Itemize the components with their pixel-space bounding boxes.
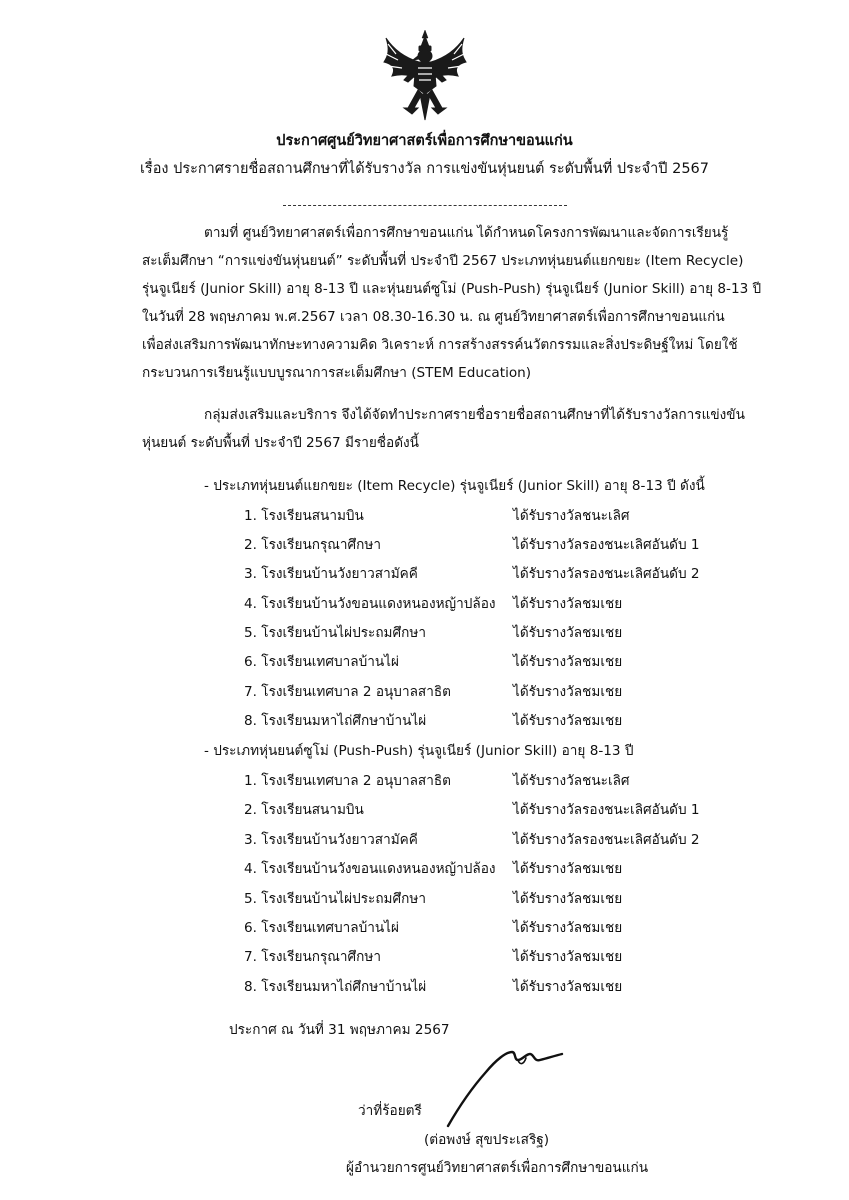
school-name: 3. โรงเรียนบ้านวังยาวสามัคคี (244, 566, 418, 582)
list-item (0, 711, 849, 733)
award-text: ได้รับรางวัลชนะเลิศ (513, 773, 630, 789)
list-item (0, 564, 849, 586)
section-heading-item-recycle: - ประเภทหุ่นยนต์แยกขยะ (Item Recycle) รุ่นจูเนียร์ (Junior Skill) อายุ 8-13 ปี ดังนี้ (204, 478, 705, 494)
school-name: 6. โรงเรียนเทศบาลบ้านไผ่ (244, 920, 399, 936)
paragraph-line: รุ่นจูเนียร์ (Junior Skill) อายุ 8-13 ปี และหุ่นยนต์ซูโม่ (Push-Push) รุ่นจูเนียร์ (Junior Skill) อายุ 8-13 ปี (142, 281, 762, 297)
school-name: 5. โรงเรียนบ้านไผ่ประถมศึกษา (244, 625, 426, 641)
list-item (0, 859, 849, 881)
paragraph-line: กลุ่มส่งเสริมและบริการ จึงได้จัดทำประกาศรายชื่อรายชื่อสถานศึกษาที่ได้รับรางวัลการแข่งขัน (204, 407, 745, 423)
school-name: 7. โรงเรียนเทศบาล 2 อนุบาลสาธิต (244, 684, 451, 700)
announcement-subject: เรื่อง ประกาศรายชื่อสถานศึกษาที่ได้รับรางวัล การแข่งขันหุ่นยนต์ ระดับพื้นที่ ประจำปี 2567 (139, 161, 710, 177)
section-heading-push-push: - ประเภทหุ่นยนต์ซูโม่ (Push-Push) รุ่นจูเนียร์ (Junior Skill) อายุ 8-13 ปี (204, 743, 634, 759)
award-text: ได้รับรางวัลชมเชย (513, 596, 623, 612)
list-item (0, 977, 849, 999)
signer-name: (ต่อพงษ์ สุขประเสริฐ) (424, 1132, 550, 1148)
list-item (0, 889, 849, 911)
list-item (0, 918, 849, 940)
divider (283, 205, 567, 206)
signer-position: ผู้อำนวยการศูนย์วิทยาศาสตร์เพื่อการศึกษาขอนแก่น (346, 1160, 649, 1176)
award-text: ได้รับรางวัลชมเชย (513, 654, 623, 670)
school-name: 1. โรงเรียนเทศบาล 2 อนุบาลสาธิต (244, 773, 451, 789)
handwritten-signature-icon (430, 1042, 580, 1130)
school-name: 8. โรงเรียนมหาไถ่ศึกษาบ้านไผ่ (244, 979, 427, 995)
list-item (0, 947, 849, 969)
school-name: 2. โรงเรียนสนามบิน (244, 802, 364, 818)
award-text: ได้รับรางวัลชมเชย (513, 949, 623, 965)
list-item (0, 771, 849, 793)
award-text: ได้รับรางวัลชมเชย (513, 625, 623, 641)
list-item (0, 800, 849, 822)
award-text: ได้รับรางวัลรองชนะเลิศอันดับ 1 (513, 537, 700, 553)
award-text: ได้รับรางวัลชนะเลิศ (513, 508, 630, 524)
award-text: ได้รับรางวัลรองชนะเลิศอันดับ 1 (513, 802, 700, 818)
list-item (0, 623, 849, 645)
garuda-emblem-icon (382, 28, 468, 124)
award-text: ได้รับรางวัลรองชนะเลิศอันดับ 2 (513, 832, 700, 848)
paragraph-line: ในวันที่ 28 พฤษภาคม พ.ศ.2567 เวลา 08.30-16.30 น. ณ ศูนย์วิทยาศาสตร์เพื่อการศึกษาขอนแก่น (142, 309, 725, 325)
list-item (0, 830, 849, 852)
signer-rank: ว่าที่ร้อยตรี (358, 1103, 422, 1119)
paragraph-line: กระบวนการเรียนรู้แบบบูรณาการสะเต็มศึกษา (STEM Education) (142, 365, 532, 381)
school-name: 4. โรงเรียนบ้านวังขอนแดงหนองหญ้าปล้อง (244, 861, 496, 877)
award-text: ได้รับรางวัลชมเชย (513, 861, 623, 877)
announcement-title: ประกาศศูนย์วิทยาศาสตร์เพื่อการศึกษาขอนแก่น (276, 133, 573, 149)
school-name: 6. โรงเรียนเทศบาลบ้านไผ่ (244, 654, 399, 670)
paragraph-line: สะเต็มศึกษา “การแข่งขันหุ่นยนต์” ระดับพื้นที่ ประจำปี 2567 ประเภทหุ่นยนต์แยกขยะ (Item Recycle) (142, 253, 744, 269)
school-name: 5. โรงเรียนบ้านไผ่ประถมศึกษา (244, 891, 426, 907)
school-name: 1. โรงเรียนสนามบิน (244, 508, 364, 524)
school-name: 3. โรงเรียนบ้านวังยาวสามัคคี (244, 832, 418, 848)
school-name: 8. โรงเรียนมหาไถ่ศึกษาบ้านไผ่ (244, 713, 427, 729)
list-item (0, 535, 849, 557)
award-text: ได้รับรางวัลชมเชย (513, 920, 623, 936)
list-item (0, 682, 849, 704)
award-text: ได้รับรางวัลรองชนะเลิศอันดับ 2 (513, 566, 700, 582)
award-text: ได้รับรางวัลชมเชย (513, 979, 623, 995)
paragraph-line: หุ่นยนต์ ระดับพื้นที่ ประจำปี 2567 มีรายชื่อดังนี้ (142, 435, 419, 451)
list-item (0, 506, 849, 528)
announce-date: ประกาศ ณ วันที่ 31 พฤษภาคม 2567 (229, 1022, 450, 1038)
list-item (0, 594, 849, 616)
school-name: 7. โรงเรียนกรุณาศึกษา (244, 949, 381, 965)
paragraph-line: เพื่อส่งเสริมการพัฒนาทักษะทางความคิด วิเคราะห์ การสร้างสรรค์นวัตกรรมและสิ่งประดิษฐ์ใหม่ โดยใช้ (142, 337, 738, 353)
award-text: ได้รับรางวัลชมเชย (513, 891, 623, 907)
paragraph-line: ตามที่ ศูนย์วิทยาศาสตร์เพื่อการศึกษาขอนแก่น ได้กำหนดโครงการพัฒนาและจัดการเรียนรู้ (204, 225, 729, 241)
award-text: ได้รับรางวัลชมเชย (513, 684, 623, 700)
list-item (0, 652, 849, 674)
award-text: ได้รับรางวัลชมเชย (513, 713, 623, 729)
school-name: 4. โรงเรียนบ้านวังขอนแดงหนองหญ้าปล้อง (244, 596, 496, 612)
school-name: 2. โรงเรียนกรุณาศึกษา (244, 537, 381, 553)
